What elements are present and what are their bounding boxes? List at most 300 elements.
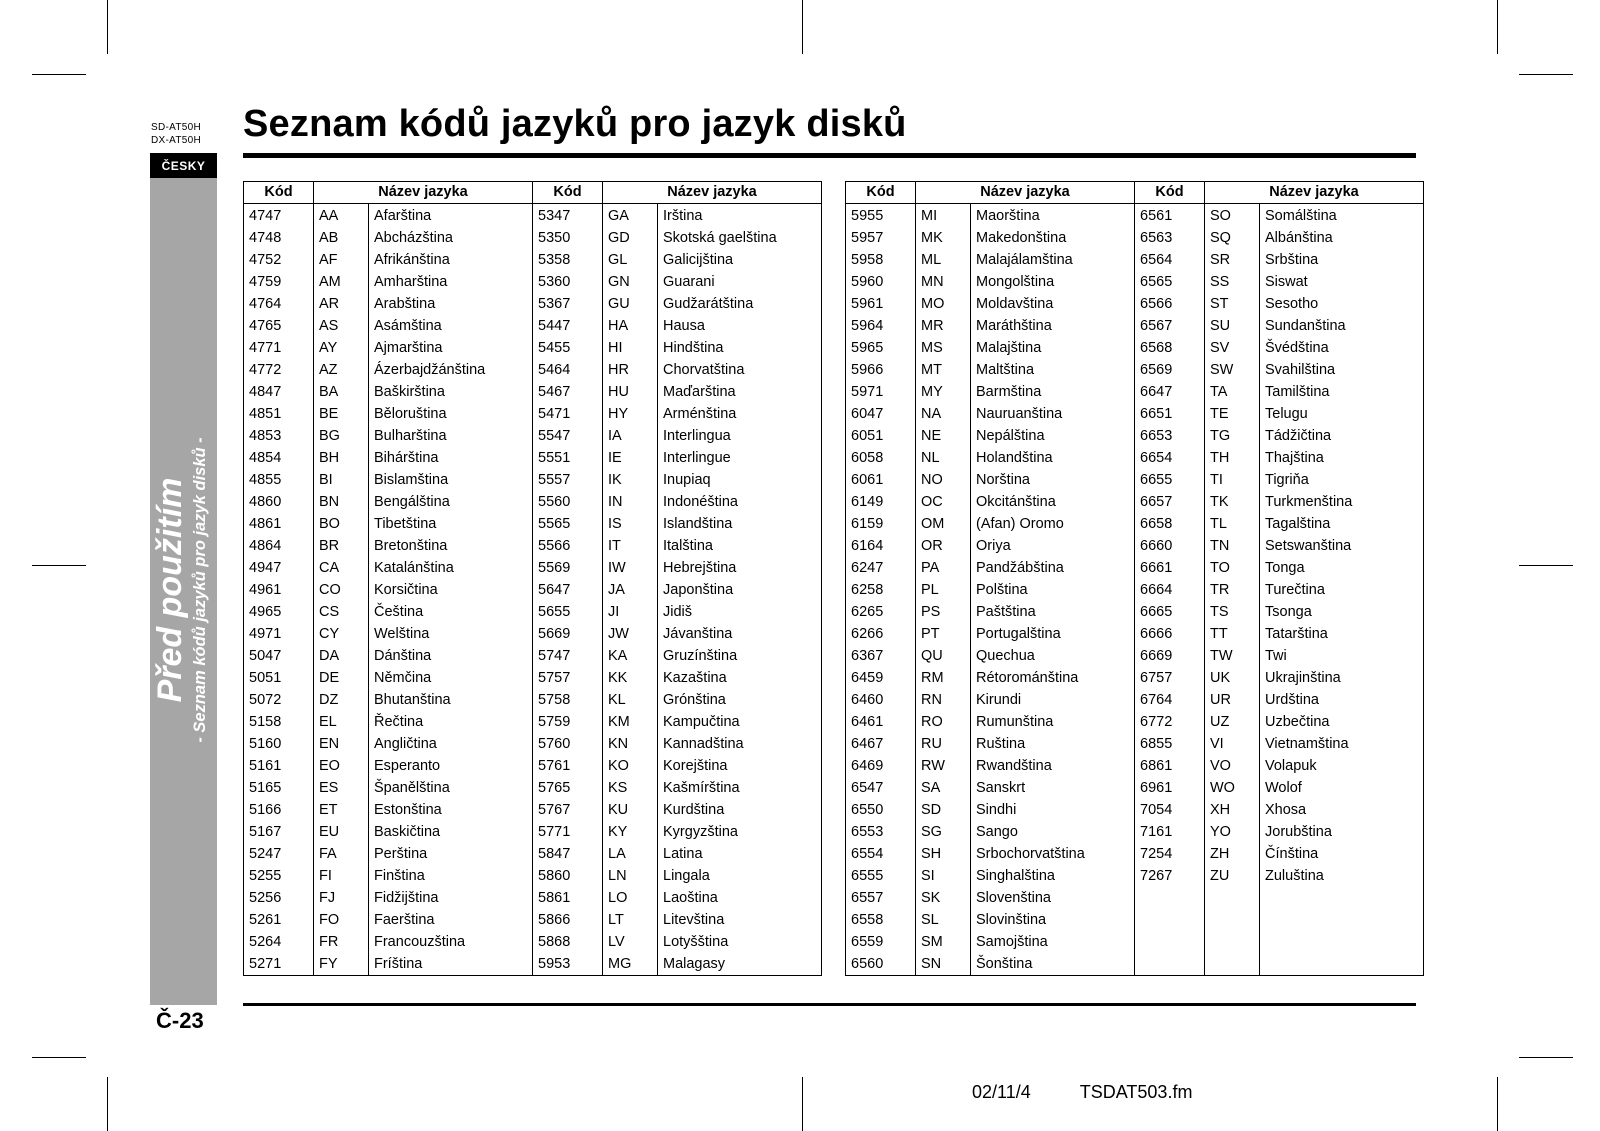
language-code-cell: 6654	[1135, 447, 1205, 469]
language-name-cell: Gruzínština	[658, 645, 822, 667]
crop-mark	[802, 1077, 803, 1131]
language-abbr-cell: NA	[916, 403, 971, 425]
language-code-cell: 4765	[244, 315, 314, 337]
language-abbr-cell: SO	[1205, 204, 1260, 228]
language-name-cell: Thajština	[1260, 447, 1424, 469]
language-code-cell: 5964	[846, 315, 916, 337]
language-name-cell: Skotská gaelština	[658, 227, 822, 249]
language-code-cell: 6058	[846, 447, 916, 469]
language-abbr-cell: DE	[314, 667, 369, 689]
language-name-cell: Bulharština	[369, 425, 533, 447]
language-abbr-cell: ML	[916, 249, 971, 271]
language-abbr-cell: UK	[1205, 667, 1260, 689]
language-name-cell: Pandžábština	[971, 557, 1135, 579]
sidebar-label	[151, 270, 215, 910]
language-name-cell: Mongolština	[971, 271, 1135, 293]
language-name-cell	[1260, 953, 1424, 976]
language-code-cell: 5557	[533, 469, 603, 491]
language-code-cell: 7054	[1135, 799, 1205, 821]
language-code-cell: 5958	[846, 249, 916, 271]
language-code-cell: 6961	[1135, 777, 1205, 799]
table-row	[244, 469, 822, 491]
language-code-cell: 4752	[244, 249, 314, 271]
table-row	[846, 645, 1424, 667]
language-code-cell: 4853	[244, 425, 314, 447]
language-code-cell: 6563	[1135, 227, 1205, 249]
sidebar-subtitle: - Seznam kódů jazyků pro jazyk disků -	[191, 437, 209, 743]
language-name-cell: Korejština	[658, 755, 822, 777]
language-abbr-cell: DA	[314, 645, 369, 667]
language-name-cell: Telugu	[1260, 403, 1424, 425]
language-name-cell: Španělština	[369, 777, 533, 799]
table-row	[846, 447, 1424, 469]
table-row	[846, 425, 1424, 447]
table-row	[244, 513, 822, 535]
language-abbr-cell: AF	[314, 249, 369, 271]
language-code-cell: 6772	[1135, 711, 1205, 733]
language-name-cell: Kannadština	[658, 733, 822, 755]
language-name-cell: Twi	[1260, 645, 1424, 667]
language-abbr-cell: SS	[1205, 271, 1260, 293]
language-code-cell: 5551	[533, 447, 603, 469]
crop-mark	[802, 0, 803, 54]
language-code-cell: 6665	[1135, 601, 1205, 623]
language-name-cell: Sundanština	[1260, 315, 1424, 337]
language-abbr-cell: HU	[603, 381, 658, 403]
language-abbr-cell: AB	[314, 227, 369, 249]
footer-filename: TSDAT503.fm	[1079, 1082, 1193, 1102]
language-code-cell: 5560	[533, 491, 603, 513]
language-name-cell: Laoština	[658, 887, 822, 909]
language-name-cell: Svahilština	[1260, 359, 1424, 381]
table-row	[846, 271, 1424, 293]
language-abbr-cell	[1205, 909, 1260, 931]
language-name-cell: Ruština	[971, 733, 1135, 755]
table-row	[244, 865, 822, 887]
language-name-cell: Gudžarátština	[658, 293, 822, 315]
language-abbr-cell: GA	[603, 204, 658, 228]
language-abbr-cell: VI	[1205, 733, 1260, 755]
language-name-cell: Samojština	[971, 931, 1135, 953]
language-abbr-cell: PA	[916, 557, 971, 579]
language-code-cell: 5957	[846, 227, 916, 249]
language-code-cell: 5165	[244, 777, 314, 799]
language-abbr-cell: SA	[916, 777, 971, 799]
table-row	[846, 227, 1424, 249]
language-name-cell: Sesotho	[1260, 293, 1424, 315]
table-row	[244, 227, 822, 249]
language-name-cell: Slovenština	[971, 887, 1135, 909]
language-code-cell: 7267	[1135, 865, 1205, 887]
table-row	[846, 755, 1424, 777]
language-abbr-cell: MN	[916, 271, 971, 293]
language-code-cell: 6553	[846, 821, 916, 843]
language-code-cell: 6164	[846, 535, 916, 557]
language-name-cell: Srbochorvatština	[971, 843, 1135, 865]
language-code-cell: 5158	[244, 711, 314, 733]
table-row	[244, 843, 822, 865]
language-code-cell: 5271	[244, 953, 314, 976]
language-code-cell: 5757	[533, 667, 603, 689]
language-name-cell: Jávanština	[658, 623, 822, 645]
table-row	[244, 381, 822, 403]
language-code-cell: 5569	[533, 557, 603, 579]
language-name-cell: Volapuk	[1260, 755, 1424, 777]
language-code-cell: 5971	[846, 381, 916, 403]
language-abbr-cell: IE	[603, 447, 658, 469]
crop-mark	[1519, 565, 1573, 566]
table-row	[846, 887, 1424, 909]
language-name-cell: Švédština	[1260, 337, 1424, 359]
language-name-cell: Hindština	[658, 337, 822, 359]
language-code-cell: 6461	[846, 711, 916, 733]
table-row	[846, 953, 1424, 976]
language-code-cell: 6467	[846, 733, 916, 755]
model-line: SD-AT50H	[151, 122, 202, 133]
language-abbr-cell: MS	[916, 337, 971, 359]
table-row	[244, 579, 822, 601]
language-code-cell: 6555	[846, 865, 916, 887]
language-abbr-cell: KS	[603, 777, 658, 799]
language-abbr-cell: HI	[603, 337, 658, 359]
language-name-cell: Kampučtina	[658, 711, 822, 733]
language-name-cell: Lotyšština	[658, 931, 822, 953]
language-code-cell: 4748	[244, 227, 314, 249]
language-code-table-right	[845, 181, 1424, 976]
language-code-cell: 5464	[533, 359, 603, 381]
language-abbr-cell: EU	[314, 821, 369, 843]
language-abbr-cell: NL	[916, 447, 971, 469]
language-name-cell: Tigriňa	[1260, 469, 1424, 491]
language-code-cell: 6661	[1135, 557, 1205, 579]
table-row	[244, 953, 822, 976]
language-abbr-cell: LN	[603, 865, 658, 887]
language-code-table-left	[243, 181, 822, 976]
code-header: Kód	[533, 182, 603, 204]
language-code-cell: 6569	[1135, 359, 1205, 381]
language-code-cell: 6047	[846, 403, 916, 425]
language-name-cell: Albánština	[1260, 227, 1424, 249]
language-abbr-cell: LO	[603, 887, 658, 909]
language-code-cell: 6561	[1135, 204, 1205, 228]
table-row	[846, 579, 1424, 601]
language-code-cell: 6460	[846, 689, 916, 711]
language-name-cell: Francouzština	[369, 931, 533, 953]
language-abbr-cell: TO	[1205, 557, 1260, 579]
language-name-cell: Katalánština	[369, 557, 533, 579]
language-name-cell: Uzbečtina	[1260, 711, 1424, 733]
language-code-cell	[1135, 953, 1205, 976]
language-abbr-cell: BR	[314, 535, 369, 557]
language-name-cell: Řečtina	[369, 711, 533, 733]
footer-date: 02/11/4	[972, 1082, 1031, 1102]
language-name-cell: Siswat	[1260, 271, 1424, 293]
table-row	[846, 513, 1424, 535]
language-abbr-cell: CS	[314, 601, 369, 623]
language-code-cell: 4747	[244, 204, 314, 228]
language-name-cell: Irština	[658, 204, 822, 228]
language-code-cell: 5047	[244, 645, 314, 667]
language-code-cell: 6655	[1135, 469, 1205, 491]
language-name-cell: Arménština	[658, 403, 822, 425]
language-code-cell: 6550	[846, 799, 916, 821]
language-abbr-cell: PL	[916, 579, 971, 601]
language-name-cell: Korsičtina	[369, 579, 533, 601]
language-abbr-cell: TR	[1205, 579, 1260, 601]
language-code-cell: 6647	[1135, 381, 1205, 403]
language-name-cell: Interlingue	[658, 447, 822, 469]
language-name-cell: Estonština	[369, 799, 533, 821]
language-code-cell	[1135, 909, 1205, 931]
language-code-cell: 4860	[244, 491, 314, 513]
language-abbr-cell	[1205, 931, 1260, 953]
language-abbr-cell: IK	[603, 469, 658, 491]
language-code-cell: 5447	[533, 315, 603, 337]
language-code-cell: 6666	[1135, 623, 1205, 645]
language-name-cell: Polština	[971, 579, 1135, 601]
language-name-cell: Sanskrt	[971, 777, 1135, 799]
table-header-row	[244, 182, 822, 204]
table-row	[846, 931, 1424, 953]
table-row	[846, 557, 1424, 579]
language-code-cell: 4764	[244, 293, 314, 315]
language-abbr-cell: IW	[603, 557, 658, 579]
table-body	[846, 204, 1424, 976]
language-name-cell: Tádžičtina	[1260, 425, 1424, 447]
language-abbr-cell: OM	[916, 513, 971, 535]
language-code-cell: 4855	[244, 469, 314, 491]
table-row	[244, 623, 822, 645]
language-name-cell: Latina	[658, 843, 822, 865]
language-name-cell: Galicijština	[658, 249, 822, 271]
language-name-cell: Zuluština	[1260, 865, 1424, 887]
language-abbr-cell: KL	[603, 689, 658, 711]
table-row	[244, 204, 822, 228]
language-name-cell	[1260, 909, 1424, 931]
language-code-cell: 4947	[244, 557, 314, 579]
table-row	[846, 909, 1424, 931]
language-abbr-cell: IS	[603, 513, 658, 535]
model-numbers	[151, 121, 201, 147]
table-row	[846, 601, 1424, 623]
language-abbr-cell: IT	[603, 535, 658, 557]
table-row	[244, 909, 822, 931]
language-abbr-cell: QU	[916, 645, 971, 667]
crop-mark	[32, 1057, 86, 1058]
language-code-cell: 5655	[533, 601, 603, 623]
language-abbr-cell: JI	[603, 601, 658, 623]
language-code-cell: 6258	[846, 579, 916, 601]
language-name-cell: Maltština	[971, 359, 1135, 381]
language-name-cell: Hausa	[658, 315, 822, 337]
language-name-cell: Maďarština	[658, 381, 822, 403]
language-code-cell: 5347	[533, 204, 603, 228]
language-name-cell: Chorvatština	[658, 359, 822, 381]
language-abbr-cell: CO	[314, 579, 369, 601]
language-name-cell: Welština	[369, 623, 533, 645]
language-name-cell: Quechua	[971, 645, 1135, 667]
table-row	[244, 557, 822, 579]
print-footer	[972, 1082, 1192, 1103]
language-abbr-cell: SV	[1205, 337, 1260, 359]
language-abbr-cell: CY	[314, 623, 369, 645]
language-abbr-cell: SU	[1205, 315, 1260, 337]
table-row	[846, 843, 1424, 865]
language-abbr-cell: FI	[314, 865, 369, 887]
language-name-cell: Maorština	[971, 204, 1135, 228]
language-name-cell: Srbština	[1260, 249, 1424, 271]
table-row	[244, 667, 822, 689]
language-name-cell: Maráthština	[971, 315, 1135, 337]
table-row	[244, 403, 822, 425]
table-row	[846, 469, 1424, 491]
table-row	[846, 204, 1424, 228]
table-row	[244, 315, 822, 337]
language-name-cell: Amharština	[369, 271, 533, 293]
model-line: DX-AT50H	[151, 135, 202, 146]
language-abbr-cell: MI	[916, 204, 971, 228]
language-code-cell	[1135, 931, 1205, 953]
language-code-cell: 5960	[846, 271, 916, 293]
language-abbr-cell: MT	[916, 359, 971, 381]
language-code-cell: 5264	[244, 931, 314, 953]
language-name-cell: Dánština	[369, 645, 533, 667]
language-abbr-cell: YO	[1205, 821, 1260, 843]
language-code-cell: 6247	[846, 557, 916, 579]
language-code-cell: 5255	[244, 865, 314, 887]
language-abbr-cell: FO	[314, 909, 369, 931]
language-code-cell: 6559	[846, 931, 916, 953]
language-name-cell: Indonéština	[658, 491, 822, 513]
language-code-cell: 5861	[533, 887, 603, 909]
language-name-cell: Italština	[658, 535, 822, 557]
language-name-cell: Slovinština	[971, 909, 1135, 931]
language-abbr-cell: OR	[916, 535, 971, 557]
table-row	[846, 491, 1424, 513]
language-abbr-cell: SG	[916, 821, 971, 843]
language-name-cell: Malajálamština	[971, 249, 1135, 271]
language-code-cell: 4759	[244, 271, 314, 293]
language-abbr-cell: ET	[314, 799, 369, 821]
language-code-cell: 6653	[1135, 425, 1205, 447]
language-code-cell: 6660	[1135, 535, 1205, 557]
language-code-cell: 5167	[244, 821, 314, 843]
language-name-cell: Ajmarština	[369, 337, 533, 359]
table-row	[846, 711, 1424, 733]
language-name-cell: Guarani	[658, 271, 822, 293]
language-code-cell: 5758	[533, 689, 603, 711]
language-abbr-cell: MY	[916, 381, 971, 403]
language-name-cell: Baskičtina	[369, 821, 533, 843]
language-code-cell: 5051	[244, 667, 314, 689]
language-name-cell	[1260, 931, 1424, 953]
language-abbr-cell: SW	[1205, 359, 1260, 381]
language-name-cell: Bretonština	[369, 535, 533, 557]
table-row	[846, 535, 1424, 557]
language-code-cell: 6560	[846, 953, 916, 976]
language-name-cell	[1260, 887, 1424, 909]
language-abbr-cell: EO	[314, 755, 369, 777]
language-abbr-cell: MK	[916, 227, 971, 249]
language-name-cell: Baškirština	[369, 381, 533, 403]
language-code-cell: 5953	[533, 953, 603, 976]
page-title: Seznam kódů jazyků pro jazyk disků	[243, 103, 907, 145]
language-code-cell: 6567	[1135, 315, 1205, 337]
language-abbr-cell: LA	[603, 843, 658, 865]
language-code-cell: 6265	[846, 601, 916, 623]
language-name-cell: Sindhi	[971, 799, 1135, 821]
language-name-cell: Rwandština	[971, 755, 1135, 777]
language-abbr-cell: BE	[314, 403, 369, 425]
language-name-cell: Jidiš	[658, 601, 822, 623]
language-abbr-cell: VO	[1205, 755, 1260, 777]
language-abbr-cell: FY	[314, 953, 369, 976]
language-name-cell: Jorubština	[1260, 821, 1424, 843]
language-name-cell: Turečtina	[1260, 579, 1424, 601]
language-abbr-cell: TA	[1205, 381, 1260, 403]
language-code-cell: 4854	[244, 447, 314, 469]
language-code-cell: 6557	[846, 887, 916, 909]
language-code-cell: 6266	[846, 623, 916, 645]
crop-mark	[1497, 1077, 1498, 1131]
table-header-row	[846, 182, 1424, 204]
language-name-cell: Turkmenština	[1260, 491, 1424, 513]
language-abbr-cell: AY	[314, 337, 369, 359]
language-name-cell: Nepálština	[971, 425, 1135, 447]
name-header: Název jazyka	[603, 182, 822, 204]
language-abbr-cell: MG	[603, 953, 658, 976]
language-abbr-cell: ST	[1205, 293, 1260, 315]
language-code-cell: 6367	[846, 645, 916, 667]
table-row	[846, 733, 1424, 755]
language-abbr-cell: XH	[1205, 799, 1260, 821]
table-row	[244, 425, 822, 447]
language-name-cell: Tsonga	[1260, 601, 1424, 623]
language-name-cell: Tamilština	[1260, 381, 1424, 403]
language-code-cell: 4971	[244, 623, 314, 645]
table-row	[846, 381, 1424, 403]
language-code-cell: 5965	[846, 337, 916, 359]
language-abbr-cell: UZ	[1205, 711, 1260, 733]
language-abbr-cell: KY	[603, 821, 658, 843]
language-code-cell: 4851	[244, 403, 314, 425]
language-abbr-cell: TE	[1205, 403, 1260, 425]
language-abbr-cell: MR	[916, 315, 971, 337]
language-name-cell: Ázerbajdžánština	[369, 359, 533, 381]
language-code-cell: 5072	[244, 689, 314, 711]
language-name-cell: Grónština	[658, 689, 822, 711]
language-code-cell: 5565	[533, 513, 603, 535]
language-code-cell: 4864	[244, 535, 314, 557]
name-header: Název jazyka	[916, 182, 1135, 204]
language-name-cell: Angličtina	[369, 733, 533, 755]
language-name-cell: Setswanština	[1260, 535, 1424, 557]
table-row	[846, 359, 1424, 381]
language-code-cell: 6149	[846, 491, 916, 513]
language-name-cell: Wolof	[1260, 777, 1424, 799]
language-name-cell: Malajština	[971, 337, 1135, 359]
language-code-cell: 6051	[846, 425, 916, 447]
language-abbr-cell: IN	[603, 491, 658, 513]
language-name-cell: Afrikánština	[369, 249, 533, 271]
language-abbr-cell: RM	[916, 667, 971, 689]
language-abbr-cell: BA	[314, 381, 369, 403]
crop-mark	[32, 565, 86, 566]
language-code-cell: 6658	[1135, 513, 1205, 535]
language-code-cell: 5160	[244, 733, 314, 755]
table-row	[846, 293, 1424, 315]
language-name-cell: Rumunština	[971, 711, 1135, 733]
